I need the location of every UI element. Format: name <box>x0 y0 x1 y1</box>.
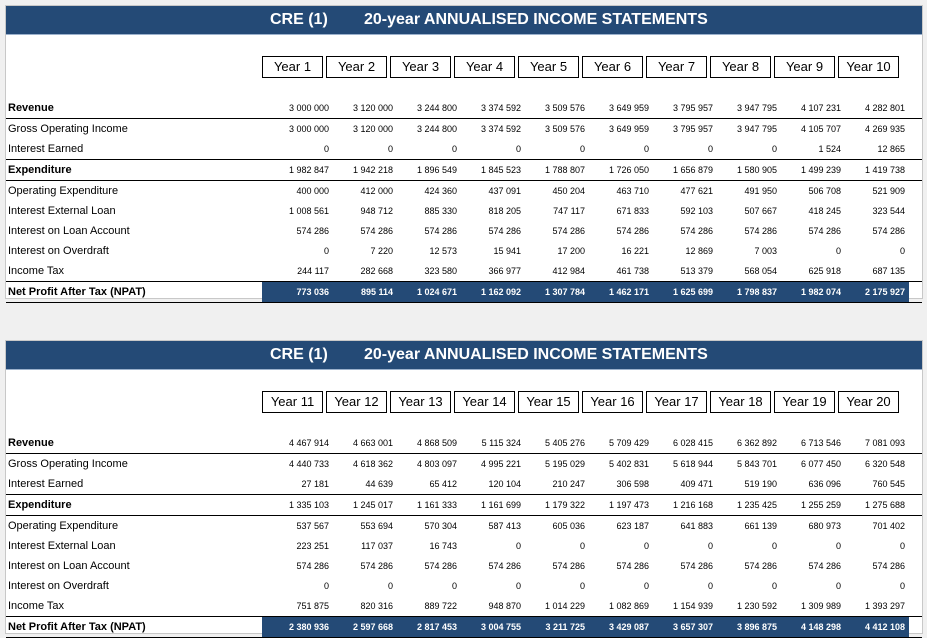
value-cell: 3 509 576 <box>544 124 585 134</box>
row-values <box>262 433 909 453</box>
row-interest-external-loan <box>6 536 922 556</box>
value-cell: 4 618 362 <box>352 459 393 469</box>
year-header: Year 8 <box>710 56 771 78</box>
year-header: Year 5 <box>518 56 579 78</box>
value-cell: 1 726 050 <box>608 165 649 175</box>
value-cell: 412 000 <box>360 186 393 196</box>
value-cell: 574 286 <box>808 561 841 571</box>
value-cell: 0 <box>579 144 585 154</box>
value-cell: 0 <box>643 581 649 591</box>
value-cell: 0 <box>899 246 905 256</box>
row-label: Income Tax <box>8 265 65 277</box>
row-interest-earned <box>6 139 922 160</box>
npat-cell: 2 175 927 <box>864 287 905 297</box>
value-cell: 461 738 <box>616 266 649 276</box>
value-cell: 3 795 957 <box>672 124 713 134</box>
value-cell: 3 649 959 <box>608 103 649 113</box>
value-cell: 12 865 <box>877 144 905 154</box>
npat-cell: 1 024 671 <box>416 287 457 297</box>
value-cell: 574 286 <box>488 561 521 571</box>
value-cell: 751 875 <box>296 601 329 611</box>
value-cell: 574 286 <box>616 226 649 236</box>
value-cell: 0 <box>451 581 457 591</box>
value-cell: 574 286 <box>616 561 649 571</box>
row-values <box>262 495 909 515</box>
value-cell: 210 247 <box>552 479 585 489</box>
value-cell: 592 103 <box>680 206 713 216</box>
npat-cell: 895 114 <box>360 287 393 297</box>
row-values <box>262 160 909 180</box>
row-gross-operating-income <box>6 119 922 139</box>
value-cell: 0 <box>515 541 521 551</box>
value-cell: 0 <box>323 144 329 154</box>
year-header: Year 19 <box>774 391 835 413</box>
value-cell: 1 499 239 <box>800 165 841 175</box>
value-cell: 5 402 831 <box>608 459 649 469</box>
row-label: Interest on Loan Account <box>8 560 130 572</box>
year-header: Year 18 <box>710 391 771 413</box>
year-header: Year 12 <box>326 391 387 413</box>
value-cell: 3 374 592 <box>480 124 521 134</box>
value-cell: 4 803 097 <box>416 459 457 469</box>
row-label: Interest External Loan <box>8 540 116 552</box>
value-cell: 4 105 707 <box>800 124 841 134</box>
npat-cell: 2 817 453 <box>416 622 457 632</box>
row-expenditure <box>6 160 922 181</box>
row-label: Expenditure <box>8 499 72 511</box>
value-cell: 574 286 <box>872 561 905 571</box>
value-cell: 366 977 <box>488 266 521 276</box>
value-cell: 12 869 <box>685 246 713 256</box>
value-cell: 0 <box>771 541 777 551</box>
npat-cell: 4 412 108 <box>864 622 905 632</box>
value-cell: 0 <box>451 144 457 154</box>
value-cell: 574 286 <box>744 226 777 236</box>
year-header: Year 13 <box>390 391 451 413</box>
value-cell: 0 <box>707 581 713 591</box>
value-cell: 0 <box>707 144 713 154</box>
value-cell: 463 710 <box>616 186 649 196</box>
value-cell: 17 200 <box>557 246 585 256</box>
value-cell: 574 286 <box>680 226 713 236</box>
year-header: Year 20 <box>838 391 899 413</box>
npat-label: Net Profit After Tax (NPAT) <box>8 286 146 298</box>
value-cell: 3 509 576 <box>544 103 585 113</box>
npat-cell: 2 597 668 <box>352 622 393 632</box>
value-cell: 0 <box>771 144 777 154</box>
value-cell: 7 220 <box>370 246 393 256</box>
npat-cell: 1 307 784 <box>544 287 585 297</box>
value-cell: 4 107 231 <box>800 103 841 113</box>
npat-cell: 1 982 074 <box>800 287 841 297</box>
value-cell: 948 870 <box>488 601 521 611</box>
value-cell: 16 743 <box>429 541 457 551</box>
value-cell: 5 843 701 <box>736 459 777 469</box>
row-label: Revenue <box>8 437 54 449</box>
row-label: Interest on Loan Account <box>8 225 130 237</box>
value-cell: 3 649 959 <box>608 124 649 134</box>
value-cell: 574 286 <box>424 561 457 571</box>
value-cell: 0 <box>387 581 393 591</box>
value-cell: 625 918 <box>808 266 841 276</box>
value-cell: 574 286 <box>872 226 905 236</box>
value-cell: 1 788 807 <box>544 165 585 175</box>
value-cell: 4 440 733 <box>288 459 329 469</box>
header-band <box>6 6 922 35</box>
year-header-row <box>262 391 899 413</box>
year-header: Year 2 <box>326 56 387 78</box>
year-header: Year 14 <box>454 391 515 413</box>
value-cell: 0 <box>323 581 329 591</box>
value-cell: 12 573 <box>429 246 457 256</box>
value-cell: 513 379 <box>680 266 713 276</box>
npat-cell: 3 657 307 <box>672 622 713 632</box>
value-cell: 574 286 <box>552 226 585 236</box>
npat-cell: 1 462 171 <box>608 287 649 297</box>
row-revenue <box>6 98 922 119</box>
statement-title: 20-year ANNUALISED INCOME STATEMENTS <box>364 346 708 363</box>
value-cell: 3 120 000 <box>352 124 393 134</box>
income-statement-panel-2 <box>5 340 923 634</box>
value-cell: 0 <box>835 581 841 591</box>
value-cell: 680 973 <box>808 521 841 531</box>
value-cell: 1 656 879 <box>672 165 713 175</box>
row-values <box>262 139 909 159</box>
value-cell: 6 028 415 <box>672 438 713 448</box>
value-cell: 0 <box>387 144 393 154</box>
row-label: Operating Expenditure <box>8 185 119 197</box>
year-header: Year 10 <box>838 56 899 78</box>
value-cell: 760 545 <box>872 479 905 489</box>
value-cell: 1 896 549 <box>416 165 457 175</box>
value-cell: 1 216 168 <box>672 500 713 510</box>
row-interest-external-loan <box>6 201 922 221</box>
value-cell: 5 618 944 <box>672 459 713 469</box>
value-cell: 3 795 957 <box>672 103 713 113</box>
value-cell: 574 286 <box>424 226 457 236</box>
income-statement-panel-1 <box>5 5 923 299</box>
value-cell: 0 <box>643 541 649 551</box>
value-cell: 574 286 <box>360 226 393 236</box>
value-cell: 15 941 <box>493 246 521 256</box>
value-cell: 323 580 <box>424 266 457 276</box>
value-cell: 1 255 259 <box>800 500 841 510</box>
value-cell: 537 567 <box>296 521 329 531</box>
value-cell: 1 335 103 <box>288 500 329 510</box>
row-label: Expenditure <box>8 164 72 176</box>
npat-values <box>262 282 909 302</box>
year-header: Year 4 <box>454 56 515 78</box>
value-cell: 0 <box>643 144 649 154</box>
value-cell: 7 003 <box>754 246 777 256</box>
row-values <box>262 556 909 576</box>
year-header: Year 1 <box>262 56 323 78</box>
value-cell: 671 833 <box>616 206 649 216</box>
row-label: Income Tax <box>8 600 65 612</box>
value-cell: 120 104 <box>488 479 521 489</box>
row-income-tax <box>6 261 922 281</box>
year-header: Year 9 <box>774 56 835 78</box>
row-values <box>262 221 909 241</box>
value-cell: 5 115 324 <box>481 438 521 448</box>
row-label: Interest on Overdraft <box>8 245 109 257</box>
value-cell: 1 982 847 <box>288 165 329 175</box>
year-header: Year 17 <box>646 391 707 413</box>
npat-values <box>262 617 909 637</box>
value-cell: 0 <box>899 541 905 551</box>
npat-cell: 3 429 087 <box>608 622 649 632</box>
npat-cell: 1 625 699 <box>672 287 713 297</box>
value-cell: 3 374 592 <box>480 103 521 113</box>
row-label: Gross Operating Income <box>8 458 128 470</box>
value-cell: 747 117 <box>553 206 585 216</box>
value-cell: 568 054 <box>744 266 777 276</box>
row-npat <box>6 616 922 638</box>
row-values <box>262 181 909 201</box>
row-label: Interest Earned <box>8 143 84 155</box>
value-cell: 1 161 699 <box>480 500 521 510</box>
value-cell: 553 694 <box>360 521 393 531</box>
npat-label: Net Profit After Tax (NPAT) <box>8 621 146 633</box>
value-cell: 587 413 <box>488 521 521 531</box>
value-cell: 519 190 <box>744 479 777 489</box>
value-cell: 1 161 333 <box>416 500 457 510</box>
row-label: Operating Expenditure <box>8 520 119 532</box>
value-cell: 889 722 <box>424 601 457 611</box>
value-cell: 574 286 <box>488 226 521 236</box>
value-cell: 4 663 001 <box>352 438 393 448</box>
row-values <box>262 536 909 556</box>
value-cell: 3 120 000 <box>352 103 393 113</box>
value-cell: 948 712 <box>360 206 393 216</box>
row-operating-expenditure <box>6 516 922 536</box>
value-cell: 661 139 <box>744 521 777 531</box>
row-gross-operating-income <box>6 454 922 474</box>
value-cell: 3 947 795 <box>736 124 777 134</box>
value-cell: 574 286 <box>808 226 841 236</box>
row-values <box>262 119 909 139</box>
row-label: Revenue <box>8 102 54 114</box>
value-cell: 818 205 <box>488 206 521 216</box>
value-cell: 65 412 <box>429 479 457 489</box>
value-cell: 574 286 <box>744 561 777 571</box>
value-cell: 1 179 322 <box>544 500 585 510</box>
row-label: Interest External Loan <box>8 205 116 217</box>
value-cell: 223 251 <box>296 541 329 551</box>
row-interest-on-loan-account <box>6 221 922 241</box>
statement-title: 20-year ANNUALISED INCOME STATEMENTS <box>364 11 708 28</box>
year-header: Year 15 <box>518 391 579 413</box>
value-cell: 0 <box>771 581 777 591</box>
value-cell: 4 269 935 <box>864 124 905 134</box>
row-label: Interest Earned <box>8 478 84 490</box>
row-values <box>262 98 909 118</box>
value-cell: 3 000 000 <box>288 103 329 113</box>
value-cell: 701 402 <box>872 521 905 531</box>
value-cell: 6 320 548 <box>864 459 905 469</box>
value-cell: 1 942 218 <box>352 165 393 175</box>
row-values <box>262 454 909 474</box>
value-cell: 605 036 <box>552 521 585 531</box>
value-cell: 5 405 276 <box>544 438 585 448</box>
value-cell: 506 708 <box>808 186 841 196</box>
value-cell: 3 244 800 <box>416 124 457 134</box>
year-header: Year 3 <box>390 56 451 78</box>
row-values <box>262 241 909 261</box>
value-cell: 1 845 523 <box>480 165 521 175</box>
row-values <box>262 516 909 536</box>
value-cell: 1 275 688 <box>864 500 905 510</box>
row-interest-on-overdraft <box>6 576 922 596</box>
row-npat <box>6 281 922 303</box>
value-cell: 6 077 450 <box>800 459 841 469</box>
value-cell: 418 245 <box>808 206 841 216</box>
value-cell: 244 117 <box>297 266 329 276</box>
value-cell: 574 286 <box>296 226 329 236</box>
npat-cell: 3 211 725 <box>545 622 585 632</box>
sheet-code: CRE (1) <box>270 346 328 363</box>
year-header: Year 7 <box>646 56 707 78</box>
value-cell: 1 154 939 <box>672 601 713 611</box>
value-cell: 27 181 <box>301 479 329 489</box>
statement-rows <box>6 98 922 303</box>
value-cell: 4 467 914 <box>288 438 329 448</box>
value-cell: 570 304 <box>424 521 457 531</box>
value-cell: 1 235 425 <box>736 500 777 510</box>
value-cell: 1 309 989 <box>800 601 841 611</box>
row-interest-on-loan-account <box>6 556 922 576</box>
value-cell: 574 286 <box>296 561 329 571</box>
value-cell: 4 282 801 <box>864 103 905 113</box>
value-cell: 16 221 <box>621 246 649 256</box>
value-cell: 0 <box>707 541 713 551</box>
npat-cell: 773 036 <box>296 287 329 297</box>
value-cell: 4 995 221 <box>480 459 521 469</box>
value-cell: 1 230 592 <box>736 601 777 611</box>
value-cell: 687 135 <box>872 266 905 276</box>
value-cell: 5 709 429 <box>608 438 649 448</box>
row-values <box>262 261 909 281</box>
value-cell: 424 360 <box>424 186 457 196</box>
value-cell: 1 524 <box>818 144 841 154</box>
value-cell: 282 668 <box>360 266 393 276</box>
row-values <box>262 201 909 221</box>
value-cell: 0 <box>835 246 841 256</box>
value-cell: 1 245 017 <box>352 500 393 510</box>
npat-cell: 4 148 298 <box>800 622 841 632</box>
row-label: Interest on Overdraft <box>8 580 109 592</box>
row-operating-expenditure <box>6 181 922 201</box>
value-cell: 323 544 <box>872 206 905 216</box>
value-cell: 641 883 <box>680 521 713 531</box>
year-header-row <box>262 56 899 78</box>
value-cell: 1 580 905 <box>736 165 777 175</box>
row-interest-on-overdraft <box>6 241 922 261</box>
value-cell: 1 014 229 <box>544 601 585 611</box>
value-cell: 623 187 <box>616 521 649 531</box>
value-cell: 0 <box>515 144 521 154</box>
row-revenue <box>6 433 922 454</box>
value-cell: 507 667 <box>744 206 777 216</box>
sheet-code: CRE (1) <box>270 11 328 28</box>
value-cell: 5 195 029 <box>544 459 585 469</box>
value-cell: 306 598 <box>616 479 649 489</box>
value-cell: 6 713 546 <box>800 438 841 448</box>
value-cell: 820 316 <box>360 601 393 611</box>
value-cell: 885 330 <box>424 206 457 216</box>
npat-cell: 1 162 092 <box>480 287 521 297</box>
value-cell: 0 <box>323 246 329 256</box>
value-cell: 1 393 297 <box>864 601 905 611</box>
year-header: Year 11 <box>262 391 323 413</box>
row-label: Gross Operating Income <box>8 123 128 135</box>
value-cell: 0 <box>515 581 521 591</box>
value-cell: 437 091 <box>488 186 521 196</box>
value-cell: 574 286 <box>680 561 713 571</box>
value-cell: 3 947 795 <box>736 103 777 113</box>
row-values <box>262 596 909 616</box>
row-values <box>262 474 909 494</box>
row-income-tax <box>6 596 922 616</box>
statement-rows <box>6 433 922 638</box>
value-cell: 409 471 <box>680 479 713 489</box>
npat-cell: 1 798 837 <box>736 287 777 297</box>
value-cell: 0 <box>835 541 841 551</box>
value-cell: 7 081 093 <box>864 438 905 448</box>
value-cell: 0 <box>899 581 905 591</box>
npat-cell: 3 004 755 <box>480 622 521 632</box>
value-cell: 1 197 473 <box>608 500 649 510</box>
npat-cell: 2 380 936 <box>288 622 329 632</box>
value-cell: 3 000 000 <box>288 124 329 134</box>
value-cell: 574 286 <box>552 561 585 571</box>
value-cell: 636 096 <box>808 479 841 489</box>
value-cell: 574 286 <box>360 561 393 571</box>
value-cell: 6 362 892 <box>736 438 777 448</box>
value-cell: 1 419 738 <box>864 165 905 175</box>
value-cell: 400 000 <box>296 186 329 196</box>
year-header: Year 6 <box>582 56 643 78</box>
value-cell: 117 037 <box>361 541 393 551</box>
row-interest-earned <box>6 474 922 495</box>
value-cell: 521 909 <box>872 186 905 196</box>
value-cell: 0 <box>579 541 585 551</box>
value-cell: 3 244 800 <box>416 103 457 113</box>
row-values <box>262 576 909 596</box>
value-cell: 1 082 869 <box>608 601 649 611</box>
value-cell: 4 868 509 <box>416 438 457 448</box>
header-band <box>6 341 922 370</box>
value-cell: 450 204 <box>552 186 585 196</box>
year-header: Year 16 <box>582 391 643 413</box>
row-expenditure <box>6 495 922 516</box>
value-cell: 412 984 <box>552 266 585 276</box>
npat-cell: 3 896 875 <box>736 622 777 632</box>
value-cell: 491 950 <box>744 186 777 196</box>
value-cell: 1 008 561 <box>288 206 329 216</box>
value-cell: 477 621 <box>680 186 713 196</box>
value-cell: 0 <box>579 581 585 591</box>
value-cell: 44 639 <box>365 479 393 489</box>
